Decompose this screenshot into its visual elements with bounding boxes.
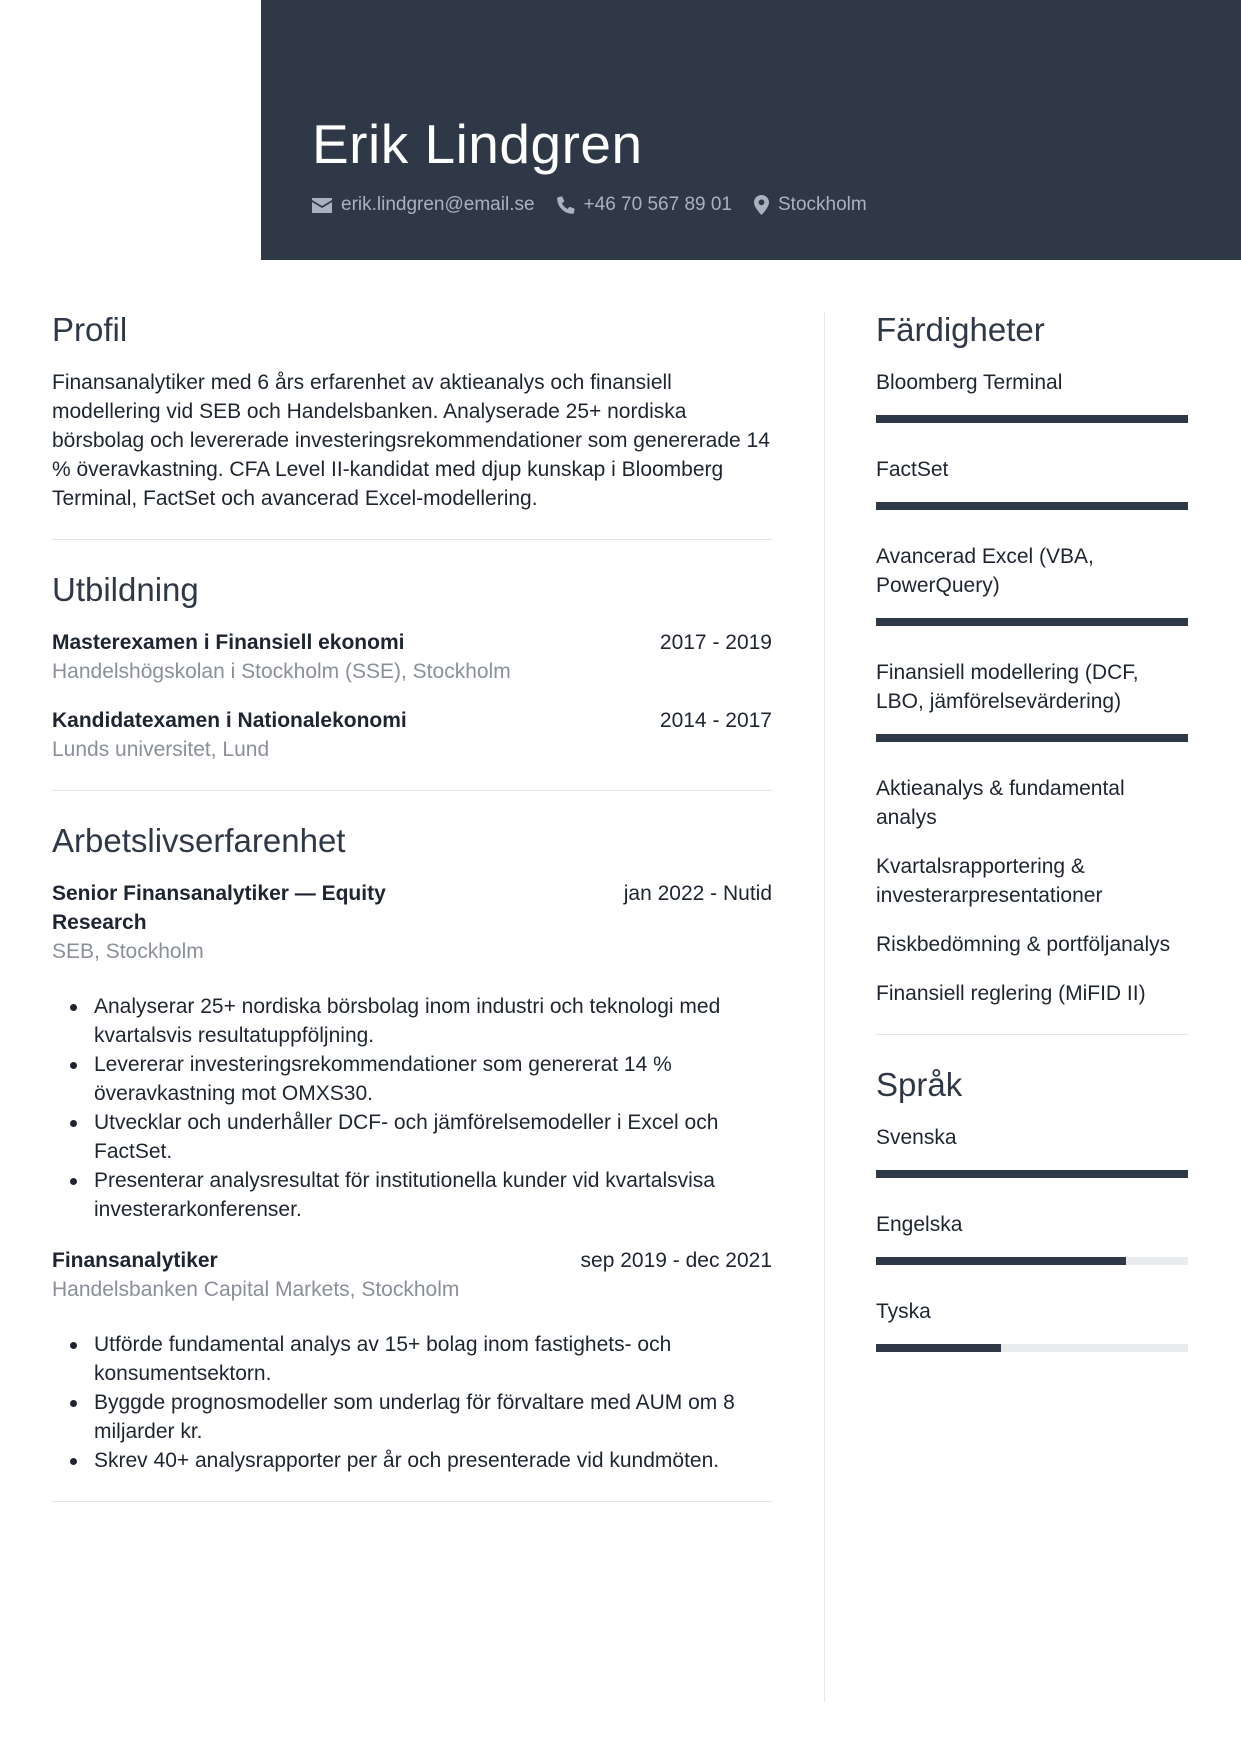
map-pin-icon: [754, 195, 769, 215]
job-item: [52, 1246, 772, 1475]
language-name: Tyska: [876, 1300, 931, 1323]
job-role: Finansanalytiker: [52, 1249, 218, 1272]
skill-name: Avancerad Excel (VBA, PowerQuery): [876, 545, 1094, 597]
profile-text: Finansanalytiker med 6 års erfarenhet av aktieanalys och finansiell modellering vid SEB och Handelsbanken. Analyserade 25+ nordiska börsbolag och levererade investeringsrekommendationer som genererade 14 % överavkastning. CFA Level II-kandidat med djup kunskap i Bloomberg Terminal, FactSet och avancerad Excel-modellering.: [52, 371, 770, 510]
skill-name: Finansiell modellering (DCF, LBO, jämförelsevärdering): [876, 661, 1139, 713]
job-dates: jan 2022 - Nutid: [623, 882, 772, 905]
section-title-education: Utbildning: [52, 571, 199, 608]
section-divider: [52, 790, 772, 791]
skill-level-bar: [876, 415, 1188, 423]
language-name: Svenska: [876, 1126, 957, 1149]
job-bullets: [52, 1330, 772, 1475]
skill-level-bar: [876, 618, 1188, 626]
education-dates: 2017 - 2019: [659, 631, 772, 654]
list-item: Utvecklar och underhåller DCF- och jämförelsemodeller i Excel och FactSet.: [52, 1108, 772, 1166]
list-item: Byggde prognosmodeller som underlag för förvaltare med AUM om 8 miljarder kr.: [52, 1388, 772, 1446]
job-company: SEB, Stockholm: [52, 940, 204, 963]
skill-name: FactSet: [876, 458, 949, 481]
education-item: [52, 706, 772, 764]
list-item: Skrev 40+ analysrapporter per år och presenterade vid kundmöten.: [52, 1446, 772, 1475]
degree-title: Kandidatexamen i Nationalekonomi: [52, 709, 407, 732]
language-level-bar: [876, 1257, 1188, 1265]
language-item: [876, 1297, 1188, 1352]
skill-name: Bloomberg Terminal: [876, 371, 1063, 394]
skills-section: [876, 306, 1188, 1008]
skill-item: Kvartalsrapportering & investerarpresentationer: [876, 855, 1103, 907]
skill-level-fill: [876, 734, 1188, 742]
skill-item: [876, 658, 1188, 742]
language-item: [876, 1210, 1188, 1265]
skill-item: [876, 542, 1188, 626]
phone-text: +46 70 567 89 01: [583, 194, 732, 215]
skill-item: [876, 368, 1188, 423]
skill-item: Riskbedömning & portföljanalys: [876, 933, 1171, 956]
side-column: [876, 306, 1188, 1352]
skill-item: Finansiell reglering (MiFID II): [876, 982, 1146, 1005]
job-bullets: [52, 992, 772, 1224]
contact-email: [312, 194, 535, 216]
language-level-bar: [876, 1170, 1188, 1178]
list-item: Analyserar 25+ nordiska börsbolag inom industri och teknologi med kvartalsvis resultatuppföljning.: [52, 992, 772, 1050]
degree-title: Masterexamen i Finansiell ekonomi: [52, 631, 405, 654]
contact-phone: [557, 194, 732, 216]
skill-item: [876, 455, 1188, 510]
languages-section: [876, 1061, 1188, 1352]
school-name: Handelshögskolan i Stockholm (SSE), Stockholm: [52, 660, 511, 683]
language-level-fill: [876, 1170, 1188, 1178]
location-text: Stockholm: [778, 194, 867, 215]
education-section: [52, 566, 772, 764]
main-column: [52, 306, 772, 1502]
school-name: Lunds universitet, Lund: [52, 738, 270, 761]
list-item: Presenterar analysresultat för institutionella kunder vid kvartalsvisa investerarkonferenser.: [52, 1166, 772, 1224]
section-title-languages: Språk: [876, 1066, 963, 1103]
candidate-name: Erik Lindgren: [312, 113, 643, 175]
section-divider: [876, 1034, 1188, 1035]
envelope-icon: [312, 198, 332, 213]
section-divider: [52, 539, 772, 540]
skill-item: Aktieanalys & fundamental analys: [876, 777, 1125, 829]
contact-location: [754, 194, 867, 216]
education-dates: 2014 - 2017: [659, 709, 772, 732]
skill-level-bar: [876, 734, 1188, 742]
section-title-profile: Profil: [52, 311, 128, 348]
language-item: [876, 1123, 1188, 1178]
profile-section: [52, 306, 772, 513]
contact-info: [312, 192, 889, 218]
column-divider: [824, 312, 825, 1702]
language-level-bar: [876, 1344, 1188, 1352]
resume-header: [261, 0, 1241, 260]
skill-level-fill: [876, 415, 1188, 423]
language-name: Engelska: [876, 1213, 963, 1236]
job-company: Handelsbanken Capital Markets, Stockholm: [52, 1278, 460, 1301]
phone-icon: [557, 196, 575, 214]
list-item: Levererar investeringsrekommendationer som genererat 14 % överavkastning mot OMXS30.: [52, 1050, 772, 1108]
education-item: [52, 628, 772, 686]
section-divider: [52, 1501, 772, 1502]
section-title-skills: Färdigheter: [876, 311, 1045, 348]
job-dates: sep 2019 - dec 2021: [580, 1249, 772, 1272]
job-item: [52, 879, 772, 1224]
language-level-fill: [876, 1344, 1001, 1352]
skill-level-fill: [876, 618, 1188, 626]
experience-section: [52, 817, 772, 1475]
list-item: Utförde fundamental analys av 15+ bolag inom fastighets- och konsumentsektorn.: [52, 1330, 772, 1388]
skill-level-fill: [876, 502, 1188, 510]
skill-level-bar: [876, 502, 1188, 510]
section-title-experience: Arbetslivserfarenhet: [52, 822, 346, 859]
language-level-fill: [876, 1257, 1126, 1265]
job-role: Senior Finansanalytiker — Equity Research: [52, 882, 386, 934]
email-text: erik.lindgren@email.se: [341, 194, 535, 215]
